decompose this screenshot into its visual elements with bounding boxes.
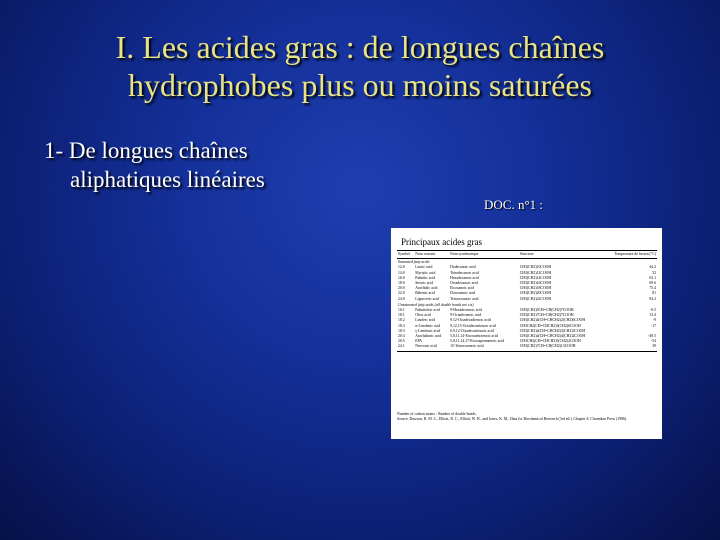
cell-systematic: 9-Octadecenoic acid — [450, 313, 482, 318]
cell-mp: -0.5 — [649, 308, 656, 313]
cell-mp: 81 — [652, 291, 656, 296]
cell-common: Behenic acid — [415, 291, 435, 296]
cell-systematic: 9,12,15-Octadecatrienoic acid — [450, 323, 496, 328]
header-symbol: Symbol — [397, 251, 414, 259]
cell-symbol: 20:0 — [398, 286, 405, 291]
cell-mp: 84.2 — [649, 296, 656, 301]
section-label-unsaturated: Unsaturated fatty acids (all double bonds are cis) — [398, 302, 474, 307]
cell-systematic: 5,8,11,14,17-Eicosapentaenoic acid — [450, 339, 505, 344]
doc-label: DOC. n°1 : — [484, 197, 544, 212]
cell-common: Oleic acid — [415, 313, 431, 318]
cell-symbol: 18:0 — [398, 281, 405, 286]
cell-structure: CH3CH2(CH=CHCH2)3(CH2)6COOH — [519, 323, 581, 328]
cell-common: Arachidic acid — [415, 286, 438, 291]
cell-systematic: 15-Tetracosenoic acid — [449, 344, 519, 351]
cell-symbol: 20:5 — [398, 339, 405, 344]
cell-mp: -54 — [650, 339, 656, 344]
cell-symbol: 14:0 — [398, 270, 405, 275]
cell-structure: CH3(CH2)7CH=CH(CH2)13COOH — [519, 344, 603, 351]
cell-mp: 52 — [652, 270, 656, 275]
fatty-acids-table-image — [391, 228, 662, 439]
cell-symbol: 22:0 — [398, 291, 405, 296]
cell-mp: 69.6 — [649, 281, 656, 286]
cell-structure: CH3(CH2)22COOH — [519, 296, 552, 301]
cell-symbol: 18:3 — [398, 323, 405, 328]
cell-mp: -49.5 — [648, 334, 656, 339]
cell-common: Palmitic acid — [415, 275, 436, 280]
cell-structure: CH3(CH2)5CH=CH(CH2)7COOH — [519, 308, 574, 313]
cell-symbol: 12:0 — [398, 265, 405, 270]
cell-structure: CH3(CH2)4(CH=CHCH2)3(CH2)3COOH — [519, 328, 586, 333]
cell-systematic: Tetracosanoic acid — [450, 296, 479, 301]
bullet-point — [44, 136, 364, 194]
title-line-1: I. Les acides gras : de longues chaînes — [115, 29, 605, 65]
cell-mp: -9 — [652, 318, 656, 323]
section-label-saturated: Saturated fatty acids — [398, 260, 430, 265]
bullet-line-1: 1- De longues chaînes — [44, 138, 248, 163]
header-melting-point: Temperature de fusion (°C) — [603, 251, 657, 259]
cell-systematic: Tetradecanoic acid — [450, 270, 479, 275]
cell-mp: 63.1 — [649, 275, 656, 280]
cell-common: Myristic acid — [415, 270, 436, 275]
cell-symbol: 24:0 — [398, 296, 405, 301]
cell-structure: CH3(CH2)14COOH — [519, 275, 552, 280]
cell-systematic: Eicosanoic acid — [450, 286, 475, 291]
cell-systematic: Octadecanoic acid — [450, 281, 479, 286]
cell-common: γ-Linolenic acid — [415, 328, 440, 333]
saturated-section — [397, 259, 657, 302]
cell-symbol: 18:3 — [398, 328, 405, 333]
cell-symbol: 16:0 — [398, 275, 405, 280]
cell-systematic: Hexadecanoic acid — [450, 275, 479, 280]
cell-common: Lignoceric acid — [415, 296, 439, 301]
cell-structure: CH3(CH2)20COOH — [519, 291, 552, 296]
cell-systematic: 6,9,12-Octadecatrienoic acid — [450, 328, 494, 333]
cell-structure: CH3(CH2)7CH=CH(CH2)7COOH — [519, 313, 574, 318]
cell-mp: 44.2 — [649, 265, 656, 270]
cell-mp: 75.4 — [649, 286, 656, 291]
table-row — [397, 344, 657, 351]
cell-symbol: 18:2 — [398, 318, 405, 323]
table-header-row — [397, 251, 657, 259]
cell-symbol: 20:4 — [398, 334, 405, 339]
cell-common: Nervonic acid — [414, 344, 449, 351]
header-common-name: Nom courant — [414, 251, 449, 259]
cell-common: Arachidonic acid — [415, 334, 442, 339]
cell-structure: CH3(CH2)10COOH — [519, 265, 552, 270]
cell-symbol: 16:1 — [398, 308, 405, 313]
doc-footnote: Number of carbon atoms : Number of double bonds. — [397, 412, 477, 416]
unsaturated-section — [397, 302, 657, 351]
cell-systematic: 5,8,11,14-Eicosatetraenoic acid — [450, 334, 498, 339]
cell-symbol: 18:1 — [398, 313, 405, 318]
doc-footnotes — [397, 412, 655, 422]
cell-symbol: 24:1 — [397, 344, 414, 351]
cell-mp: 39 — [603, 344, 657, 351]
cell-structure: CH3(CH2)12COOH — [519, 270, 552, 275]
cell-common: Palmitoleic acid — [415, 308, 440, 313]
section-row-saturated — [397, 259, 657, 266]
slide-title — [20, 28, 700, 104]
cell-mp: 13.4 — [649, 313, 656, 318]
cell-common: α-Linolenic acid — [415, 323, 441, 328]
cell-systematic: Docosanoic acid — [450, 291, 476, 296]
cell-structure: CH3(CH2)4(CH=CHCH2)2(CH2)6COOH — [519, 318, 586, 323]
cell-structure: CH3(CH2)16COOH — [519, 281, 552, 286]
title-line-2: hydrophobes plus ou moins saturées — [128, 67, 592, 103]
cell-common: Stearic acid — [415, 281, 434, 286]
cell-common: EPA — [415, 339, 423, 344]
bullet-line-2: aliphatiques linéaires — [70, 167, 265, 192]
doc-table-title: Principaux acides gras — [401, 237, 482, 247]
cell-structure: CH3(CH2)18COOH — [519, 286, 552, 291]
header-systematic-name: Nom systématique — [449, 251, 519, 259]
header-structure: Structure — [519, 251, 603, 259]
fatty-acids-table — [397, 250, 657, 352]
cell-structure: CH3(CH2)4(CH=CHCH2)4(CH2)2COOH — [519, 334, 586, 339]
cell-systematic: 9-Hexadecenoic acid — [450, 308, 483, 313]
cell-structure: CH3CH2(CH=CHCH2)5(CH2)2COOH — [519, 339, 581, 344]
doc-source: Source: Dawson, R. M. C., Elliott, D. C., Elliott, W. H., and Jones, K. M., Data for Biochemical Research (3rd ed.), Chapter 8, Clarendon Press (1986). — [397, 417, 628, 421]
cell-common: Linoleic acid — [415, 318, 436, 323]
cell-mp: -17 — [650, 323, 656, 328]
cell-systematic: Dodecanoic acid — [450, 265, 476, 270]
cell-systematic: 9,12-Octadecadienoic acid — [450, 318, 491, 323]
cell-common: Lauric acid — [415, 265, 433, 270]
